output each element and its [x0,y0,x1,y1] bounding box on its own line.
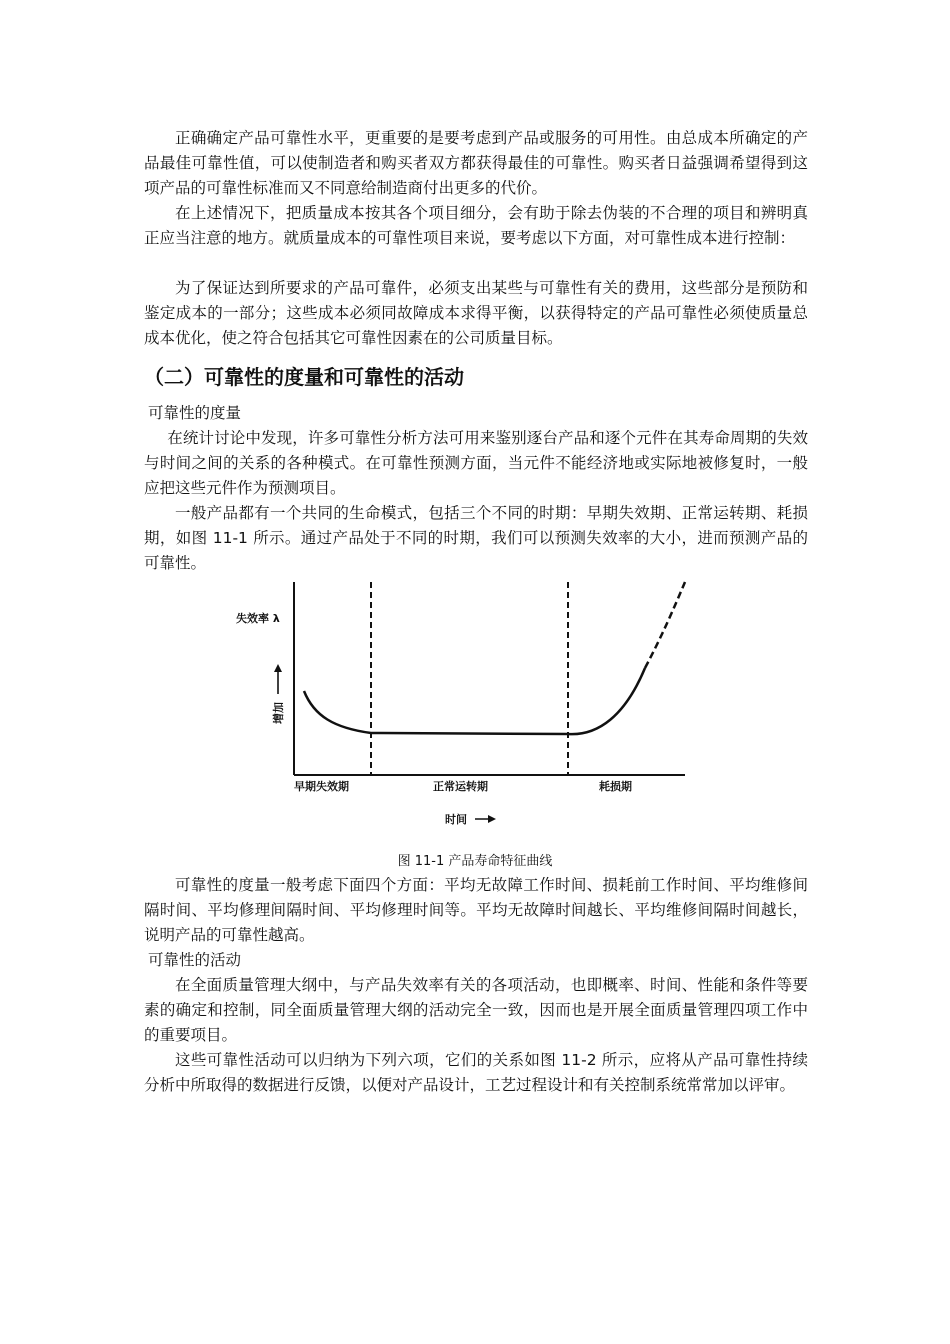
paragraph-6: 可靠性的度量一般考虑下面四个方面：平均无故障工作时间、损耗前工作时间、平均维修间隔时间、平均修理间隔时间、平均修理时间等。平均无故障时间越长、平均维修间隔时间越长，说明产品的可靠性越高。 [144,876,808,944]
y-arrow-label: 增加 [272,702,285,724]
paragraph-3: 为了保证达到所要求的产品可靠件，必须支出某些与可靠性有关的费用，这些部分是预防和鉴定成本的一部分；这些成本必须同故障成本求得平衡，以获得特定的产品可靠性必须使质量总成本优化，使之符合包括其它可靠性因素在的公司质量目标。 [144,279,808,347]
x-axis-label: 时间 [445,813,467,826]
section-heading: （二）可靠性的度量和可靠性的活动 [144,365,464,389]
y-arrow-head [274,664,282,672]
y-axis-label: 失效率 λ [236,612,280,625]
paragraph-2: 在上述情况下，把质量成本按其各个项目细分，会有助于除去伪装的不合理的项目和辨明真正应当注意的地方。就质量成本的可靠性项目来说，要考虑以下方面，对可靠性成本进行控制： [144,204,808,247]
paragraph-7: 在全面质量管理大纲中，与产品失效率有关的各项活动，也即概率、时间、性能和条件等要素的确定和控制，同全面质量管理大纲的活动完全一致，因而也是开展全面质量管理四项工作中的重要项目。 [144,976,808,1044]
life-curve-figure [230,576,700,838]
wearout-dashed-curve [645,582,685,668]
period-early-label: 早期失效期 [294,780,349,793]
failure-rate-curve [304,668,645,734]
x-arrow-head [488,815,496,823]
paragraph-5: 一般产品都有一个共同的生命模式，包括三个不同的时期：早期失效期、正常运转期、耗损期，如图 11-1 所示。通过产品处于不同的时期，我们可以预测失效率的大小，进而预测产品的可靠性。 [144,504,808,572]
figure-caption: 图 11-1 产品寿命特征曲线 [397,854,553,869]
period-normal-label: 正常运转期 [433,780,488,793]
subheading-activities: 可靠性的活动 [148,951,242,969]
paragraph-1: 正确确定产品可靠性水平，更重要的是要考虑到产品或服务的可用性。由总成本所确定的产品最佳可靠性值，可以使制造者和购买者双方都获得最佳的可靠性。购买者日益强调希望得到这项产品的可靠性标准而又不同意给制造商付出更多的代价。 [144,129,808,197]
subheading-measurement: 可靠性的度量 [148,404,242,422]
period-wearout-label: 耗损期 [599,780,632,793]
paragraph-4: 在统计讨论中发现，许多可靠性分析方法可用来鉴别逐台产品和逐个元件在其寿命周期的失效与时间之间的关系的各种模式。在可靠性预测方面，当元件不能经济地或实际地被修复时，一般应把这些元件作为预测项目。 [144,429,808,497]
paragraph-8: 这些可靠性活动可以归纳为下列六项，它们的关系如图 11-2 所示，应将从产品可靠性持续分析中所取得的数据进行反馈，以便对产品设计，工艺过程设计和有关控制系统常常加以评审。 [144,1051,808,1094]
